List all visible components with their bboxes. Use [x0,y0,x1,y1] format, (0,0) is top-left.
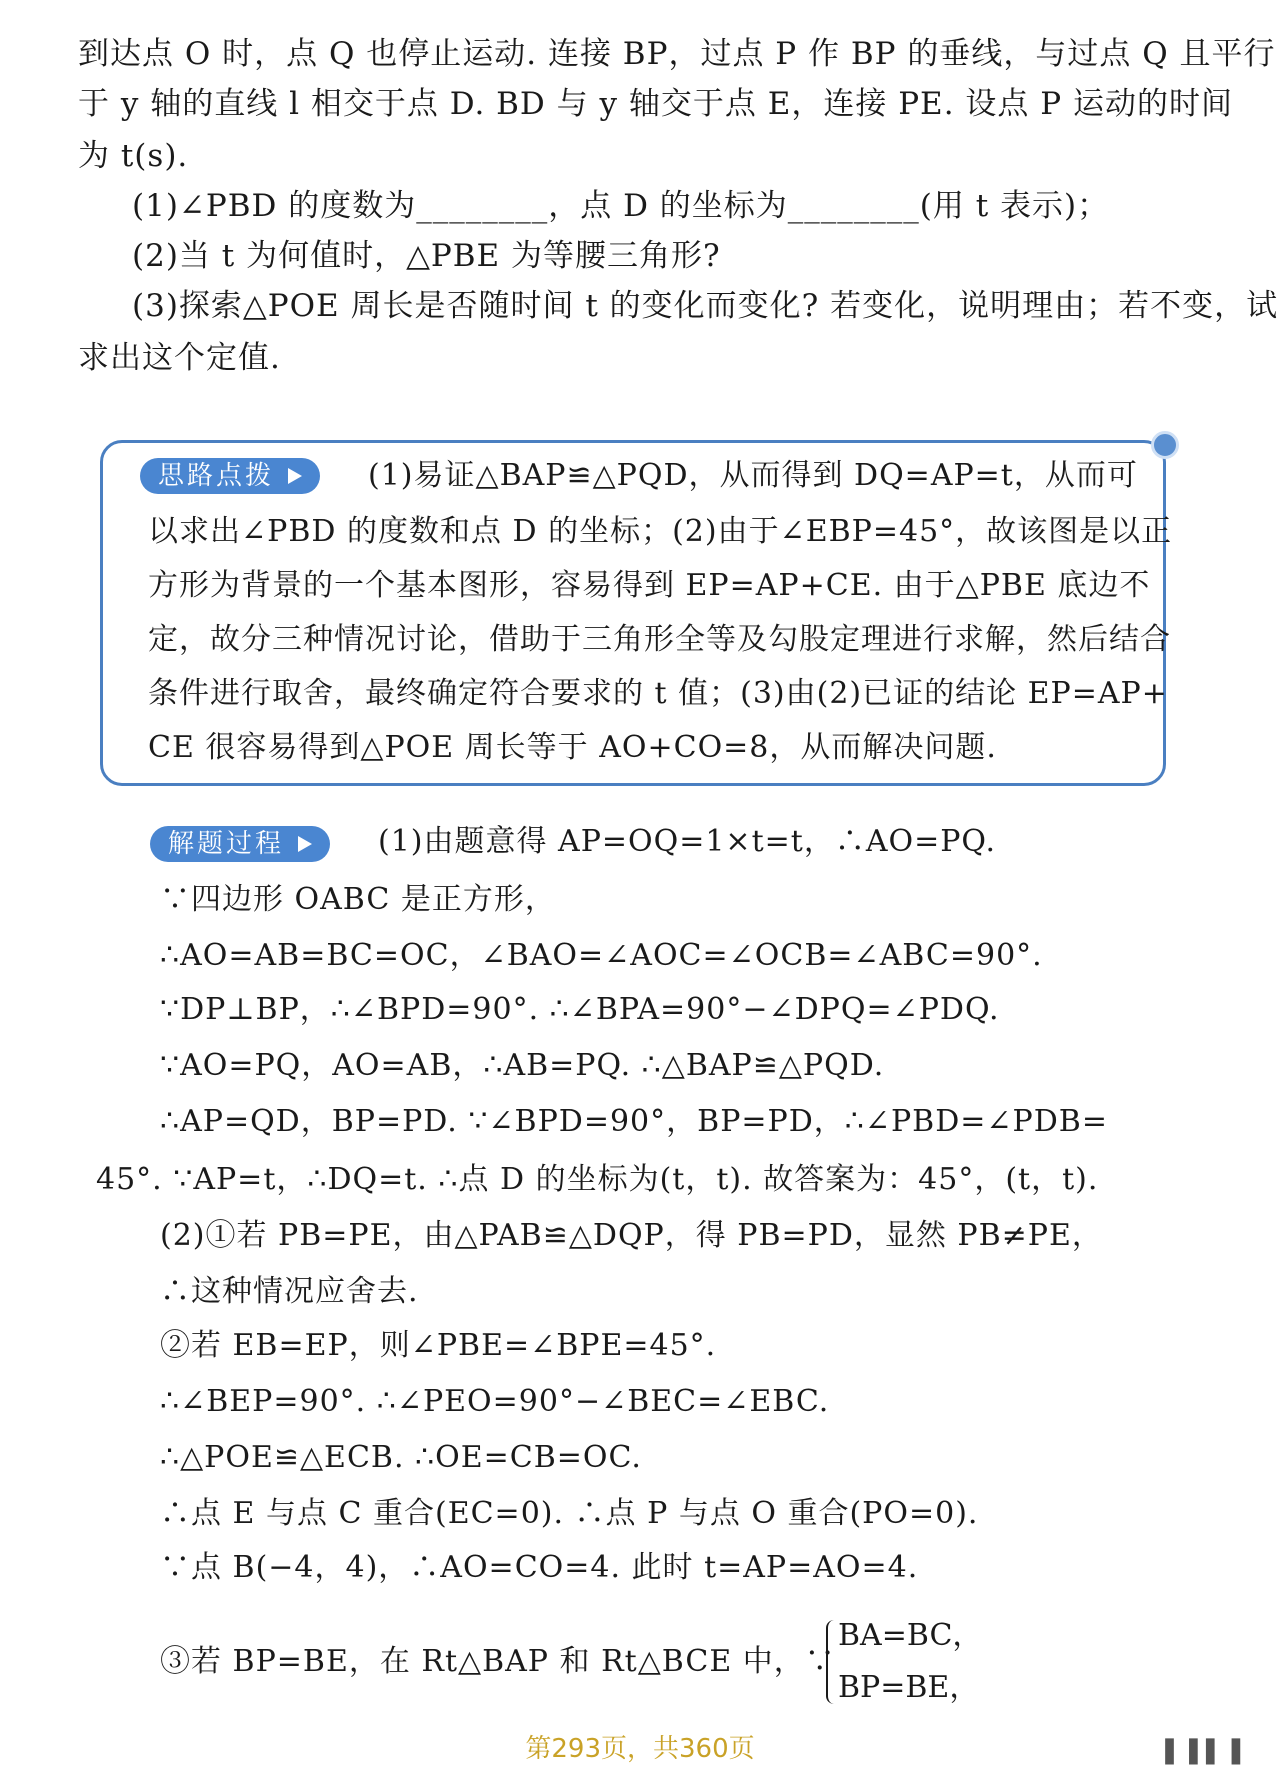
solution-tag [150,826,330,862]
solution-line: ③若 BP=BE，在 Rt△BAP 和 Rt△BCE 中，∵ [160,1644,836,1679]
solution-line: ∴∠BEP=90°. ∴∠PEO=90°−∠BEC=∠EBC. [160,1384,830,1419]
problem-line: 为 t(s). [78,138,189,174]
solution-line: 45°. ∵AP=t，∴DQ=t. ∴点 D 的坐标为(t，t). 故答案为：45°，(t，t). [96,1162,1099,1197]
hint-tag-label: 思路点拨 [158,461,275,491]
scan-marks-icon: ▌ ▌▌▐ [1165,1740,1240,1765]
left-brace [826,1620,836,1704]
hint-line: 定，故分三种情况讨论，借助于三角形全等及勾股定理进行求解，然后结合 [148,622,1171,657]
solution-line: ∴点 E 与点 C 重合(EC=0). ∴点 P 与点 O 重合(PO=0). [160,1496,979,1531]
problem-line: 到达点 O 时，点 Q 也停止运动. 连接 BP，过点 P 作 BP 的垂线，与过点 Q 且平行 [78,36,1276,72]
question-2: (2)当 t 为何值时，△PBE 为等腰三角形? [132,238,721,274]
solution-tag-label: 解题过程 [168,829,285,859]
solution-line: ∴AO=AB=BC=OC，∠BAO=∠AOC=∠OCB=∠ABC=90°. [160,938,1043,973]
hint-tag [140,458,320,494]
solution-line: ∵点 B(−4，4)，∴AO=CO=4. 此时 t=AP=AO=4. [160,1550,919,1585]
solution-line: ∴△POE≌△ECB. ∴OE=CB=OC. [160,1440,642,1475]
page-indicator: 第293页，共360页 [525,1734,755,1764]
hint-line: (1)易证△BAP≌△PQD，从而得到 DQ=AP=t，从而可 [368,458,1138,493]
solution-line: ∵四边形 OABC 是正方形， [160,882,556,917]
hint-line: 方形为背景的一个基本图形，容易得到 EP=AP+CE. 由于△PBE 底边不 [148,568,1151,603]
play-arrow-icon [288,468,302,484]
problem-line: 求出这个定值. [78,340,281,376]
solution-line: (2)①若 PB=PE，由△PAB≌△DQP，得 PB=PD，显然 PB≠PE， [160,1218,1103,1253]
pin-icon [1151,431,1179,459]
solution-line: ∵DP⊥BP，∴∠BPD=90°. ∴∠BPA=90°−∠DPQ=∠PDQ. [160,992,1000,1027]
hint-line: 以求出∠PBD 的度数和点 D 的坐标；(2)由于∠EBP=45°，故该图是以正 [148,514,1173,549]
question-3: (3)探索△POE 周长是否随时间 t 的变化而变化? 若变化，说明理由；若不变，试 [132,288,1279,324]
solution-line: ∵AO=PQ，AO=AB，∴AB=PQ. ∴△BAP≌△PQD. [160,1048,885,1083]
solution-line: (1)由题意得 AP=OQ=1×t=t，∴AO=PQ. [378,824,997,859]
play-arrow-icon [298,836,312,852]
solution-line: ∴这种情况应舍去. [160,1274,419,1309]
brace-line: BA=BC， [838,1618,983,1653]
question-1: (1)∠PBD 的度数为________，点 D 的坐标为________(用 t 表示)； [132,188,1110,224]
solution-line: ∴AP=QD，BP=PD. ∵∠BPD=90°，BP=PD，∴∠PBD=∠PDB= [160,1104,1108,1139]
hint-line: 条件进行取舍，最终确定符合要求的 t 值；(3)由(2)已证的结论 EP=AP+ [148,676,1168,711]
brace-line: BP=BE， [838,1670,980,1705]
problem-line: 于 y 轴的直线 l 相交于点 D. BD 与 y 轴交于点 E，连接 PE. 设点 P 运动的时间 [78,86,1233,122]
hint-line: CE 很容易得到△POE 周长等于 AO+CO=8，从而解决问题. [148,730,997,765]
solution-line: ②若 EB=EP，则∠PBE=∠BPE=45°. [160,1328,717,1363]
